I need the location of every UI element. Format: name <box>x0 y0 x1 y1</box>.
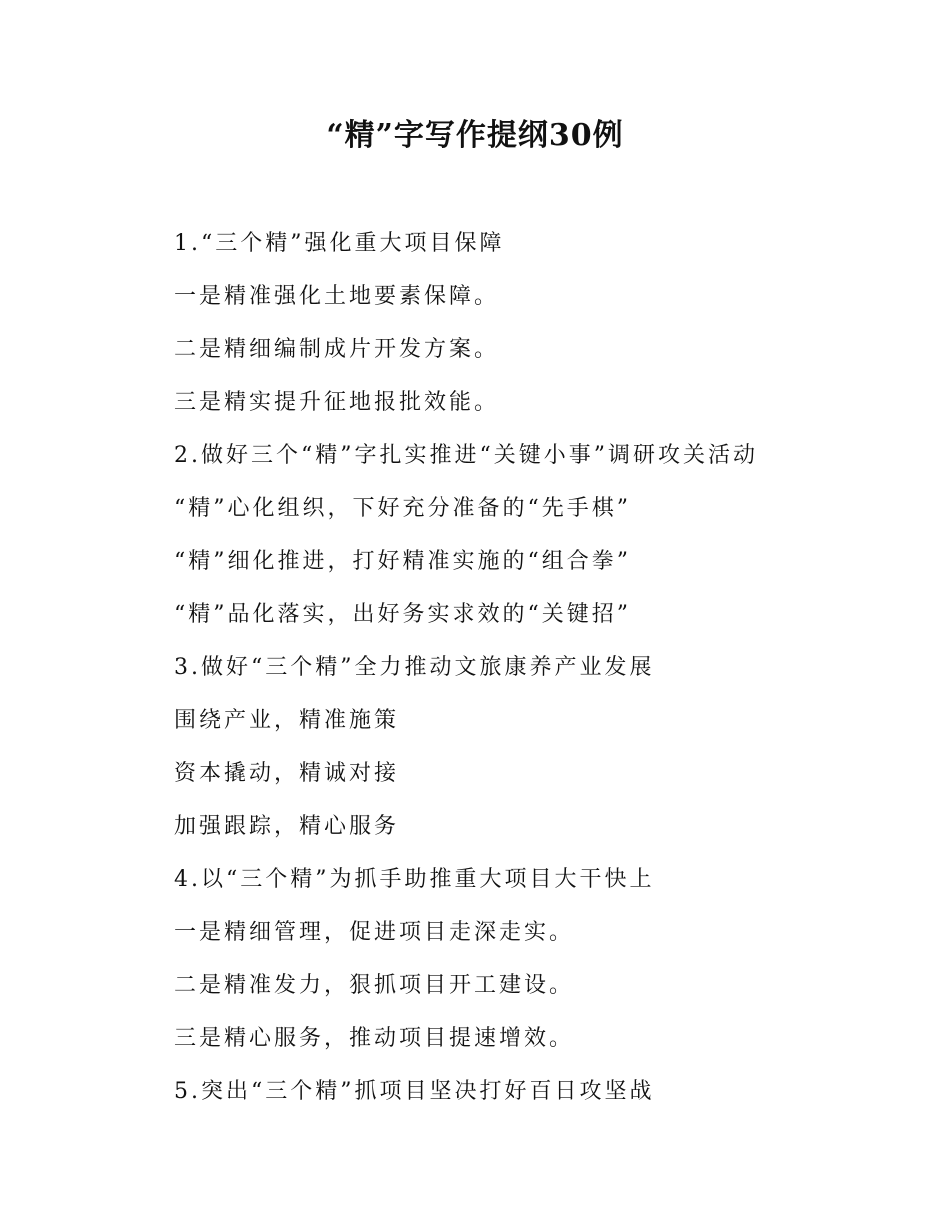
outline-line: 三是精心服务，推动项目提速增效。 <box>174 1026 575 1051</box>
outline-line: 一是精细管理，促进项目走深走实。 <box>174 920 575 945</box>
outline-line: 围绕产业，精准施策 <box>174 708 400 733</box>
outline-line: 1.“三个精”强化重大项目保障 <box>174 231 505 256</box>
outline-line: 5.突出“三个精”抓项目坚决打好百日攻坚战 <box>174 1079 655 1104</box>
outline-line: 一是精准强化土地要素保障。 <box>174 284 500 309</box>
outline-line: 加强跟踪，精心服务 <box>174 814 400 839</box>
outline-line: 3.做好“三个精”全力推动文旅康养产业发展 <box>174 655 655 680</box>
outline-line: 三是精实提升征地报批效能。 <box>174 390 500 415</box>
outline-line: “精”细化推进，打好精准实施的“组合拳” <box>174 549 631 574</box>
outline-line: 2.做好三个“精”字扎实推进“关键小事”调研攻关活动 <box>174 443 758 468</box>
outline-line: 资本撬动，精诚对接 <box>174 761 400 786</box>
outline-line: 二是精细编制成片开发方案。 <box>174 337 500 362</box>
outline-list <box>174 224 874 1125</box>
outline-line: “精”心化组织，下好充分准备的“先手棋” <box>174 496 631 521</box>
outline-line: 4.以“三个精”为抓手助推重大项目大干快上 <box>174 867 655 892</box>
document-title: “精”字写作提纲30例 <box>326 118 624 153</box>
outline-line: “精”品化落实，出好务实求效的“关键招” <box>174 602 631 627</box>
outline-line: 二是精准发力，狠抓项目开工建设。 <box>174 973 575 998</box>
